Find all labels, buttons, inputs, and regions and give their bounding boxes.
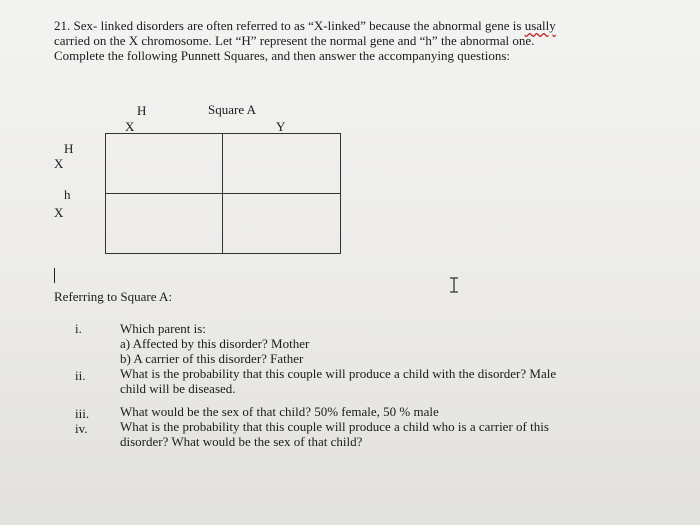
question-prompt <box>54 18 654 63</box>
question-iv-line-1: What is the probability that this couple will produce a child who is a carrier of this <box>120 419 549 434</box>
question-ii-line-1: What is the probability that this couple will produce a child with the disorder? Male <box>120 366 557 381</box>
referring-heading: Referring to Square A: <box>54 289 173 304</box>
prompt-line-1-text: 21. Sex- linked disorders are often referred to as “X-linked” because the abnormal gene is <box>54 18 525 33</box>
punnett-cell-2-1[interactable] <box>105 193 223 254</box>
question-i-line-3: b) A carrier of this disorder? Father <box>120 351 304 366</box>
prompt-line-3: Complete the following Punnett Squares, and then answer the accompanying questions: <box>54 48 510 63</box>
square-title: Square A <box>208 102 257 117</box>
question-iv-line-2: disorder? What would be the sex of that child? <box>120 434 363 449</box>
question-num-ii: ii. <box>75 368 86 383</box>
row2-allele-superscript: h <box>64 187 71 202</box>
punnett-cell-1-2[interactable] <box>222 133 341 194</box>
row2-chromosome: X <box>54 205 64 220</box>
question-i-line-1: Which parent is: <box>120 321 206 336</box>
row1-chromosome: X <box>54 156 64 171</box>
question-num-iii: iii. <box>75 406 90 421</box>
punnett-cell-2-2[interactable] <box>222 193 341 254</box>
row1-allele-superscript: H <box>64 141 74 156</box>
question-iv <box>120 419 620 449</box>
misspelled-word[interactable]: usally <box>524 18 556 33</box>
question-i-line-2: a) Affected by this disorder? Mother <box>120 336 310 351</box>
col1-chromosome: X <box>125 119 135 134</box>
punnett-square-a <box>106 134 341 254</box>
question-num-i: i. <box>75 321 82 336</box>
text-cursor <box>54 268 55 283</box>
question-ii <box>120 366 620 396</box>
question-num-iv: iv. <box>75 421 88 436</box>
col1-allele-superscript: H <box>137 103 147 118</box>
question-iii-line-1: What would be the sex of that child? 50% female, 50 % male <box>120 404 439 419</box>
question-ii-line-2: child will be diseased. <box>120 381 236 396</box>
question-i <box>120 321 620 366</box>
prompt-line-1 <box>54 18 654 33</box>
question-iii <box>120 404 620 419</box>
ibeam-cursor-icon <box>446 277 462 293</box>
punnett-cell-1-1[interactable] <box>105 133 223 194</box>
prompt-line-2: carried on the X chromosome. Let “H” represent the normal gene and “h” the abnormal one. <box>54 33 535 48</box>
col2-chromosome: Y <box>276 119 286 134</box>
